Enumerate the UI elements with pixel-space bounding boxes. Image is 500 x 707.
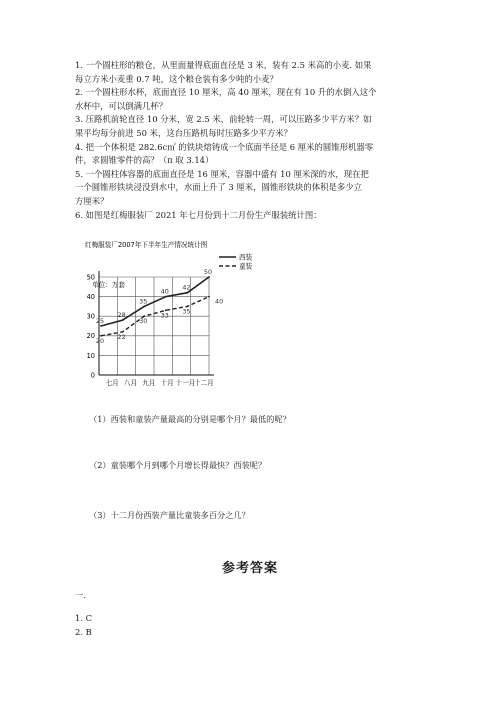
problem-line: 1. 一个圆柱形的粮仓，从里面量得底面直径是 3 米，装有 2.5 米高的小麦. 如果 xyxy=(75,60,372,70)
x-tick-label: 八月 xyxy=(123,379,138,387)
data-label: 40 xyxy=(215,297,224,306)
data-point xyxy=(143,306,145,308)
y-tick-label: 30 xyxy=(86,312,95,321)
x-tick-label: 十月 xyxy=(160,379,174,387)
data-label: 35 xyxy=(139,297,148,306)
y-tick-label: 40 xyxy=(86,293,95,301)
data-point xyxy=(100,325,102,327)
answer-item: 1. C xyxy=(75,613,93,623)
x-tick-label: 十二月 xyxy=(193,379,214,387)
answers-section: 一. xyxy=(75,590,87,600)
subquestion-3: （3）十二月份西装产量比童装多百分之几？ xyxy=(89,510,250,520)
problem-line: 2. 一个圆柱形水杯，底面直径 10 厘米，高 40 厘米，现在有 10 升的水倒入这个 xyxy=(75,87,377,98)
y-tick-label: 50 xyxy=(86,273,95,282)
problem-line: 方厘米？ xyxy=(75,195,109,206)
subquestion-2: （2）童装哪个月到哪个月增长得最快？西装呢？ xyxy=(89,460,267,470)
data-point xyxy=(122,319,124,321)
data-label: 20 xyxy=(95,336,105,345)
y-tick-label: 0 xyxy=(90,371,95,380)
data-label: 28 xyxy=(117,311,126,320)
problem-line: 水杯中，可以倒满几杯？ xyxy=(75,100,168,111)
chart-svg xyxy=(82,237,257,397)
problem-line: 每立方米小麦重 0.7 吨，这个粮仓装有多少吨的小麦？ xyxy=(75,73,278,84)
data-point xyxy=(208,296,210,298)
problem-line: 件，求圆锥零件的高？（π 取 3.14） xyxy=(75,155,214,166)
data-label: 50 xyxy=(203,268,213,276)
legend-label: 童装 xyxy=(239,262,253,271)
answers-title: 参考答案 xyxy=(221,561,278,576)
data-label: 22 xyxy=(117,332,126,341)
chart-title: 红梅服装厂2007年下半年生产情况统计图 xyxy=(85,241,208,249)
data-label: 40 xyxy=(160,287,169,296)
data-label: 42 xyxy=(182,283,191,292)
problem-text xyxy=(75,59,437,222)
y-tick-label: 20 xyxy=(86,332,95,341)
chart-grid xyxy=(99,277,209,375)
problem-line: 3. 压路机前轮直径 10 分米，宽 2.5 米，前轮转一周，可以压路多少平方米？如 xyxy=(75,114,372,125)
problem-line: 一个圆锥形铁块浸没到水中，水面上升了 3 厘米，圆锥形铁块的体积是多少立 xyxy=(75,182,363,193)
data-point xyxy=(187,292,189,294)
data-point xyxy=(208,276,210,278)
legend-label: 西装 xyxy=(239,253,253,262)
production-line-chart xyxy=(82,237,257,397)
problem-line: 果平均每分前进 50 米，这台压路机每时压路多少平方米？ xyxy=(75,127,292,138)
x-tick-label: 七月 xyxy=(105,379,119,387)
problem-line: 5. 一个圆柱体容器的底面直径是 16 厘米，容器中盛有 10 厘米深的水，现在把 xyxy=(75,168,369,179)
data-label: 35 xyxy=(182,307,191,316)
chart-unit-label: 单位：万套 xyxy=(92,281,125,289)
data-point xyxy=(165,296,167,298)
problem-line: 6. 如图是红梅服装厂 2021 年七月份到十二月份生产服装统计图： xyxy=(75,209,322,220)
chart-legend xyxy=(219,252,253,270)
answer-item: 2. B xyxy=(75,627,92,637)
problem-line: 4. 把一个体积是 282.6c㎡ 的铁块熔铸成一个底面半径是 6 厘米的圆锥形机器零 xyxy=(75,141,374,152)
data-label: 25 xyxy=(95,317,105,325)
data-label: 30 xyxy=(139,317,148,326)
data-label: 33 xyxy=(160,311,169,320)
x-tick-label: 十一月 xyxy=(175,379,196,387)
y-tick-label: 10 xyxy=(86,351,95,360)
x-tick-label: 九月 xyxy=(142,379,156,387)
subquestion-1: （1）西装和童装产量最高的分别是哪个月？最低的呢？ xyxy=(89,414,291,424)
